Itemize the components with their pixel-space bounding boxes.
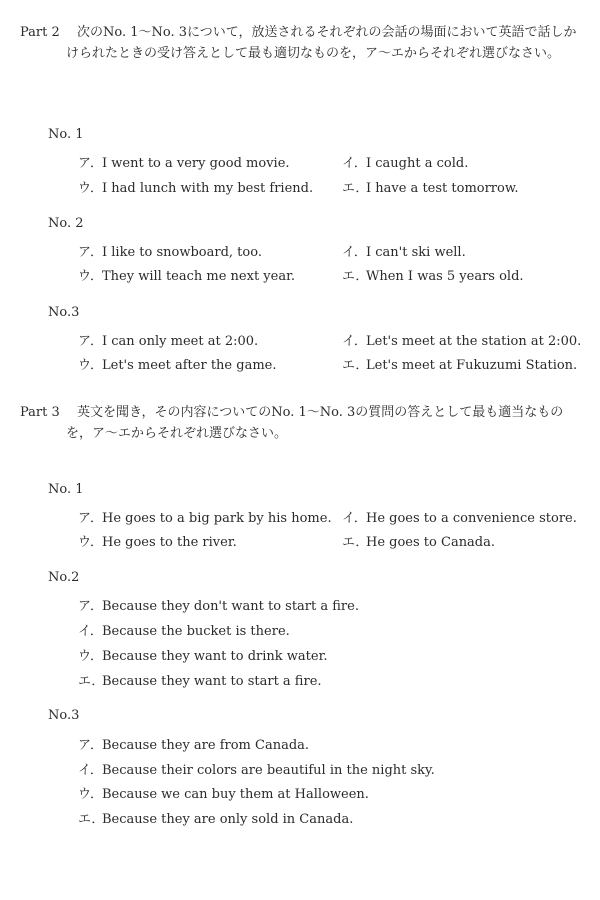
option-text: Because the bucket is there. (102, 624, 290, 639)
part2-q1-option-b[interactable] (342, 152, 468, 171)
part3-q2-option-d[interactable] (78, 670, 322, 689)
option-text: Let's meet at the station at 2:00. (366, 334, 582, 349)
part3-label: Part 3 (20, 405, 60, 420)
part2-instruction: 次のNo. 1～No. 3について，放送されるそれぞれの会話の場面において英語で話しかけられたときの受け答えとして最も適切なものを，ア～エからそれぞれ選びなさい。 (66, 25, 577, 61)
option-text: He goes to a convenience store. (366, 511, 577, 526)
part3-q3-number: No.3 (48, 708, 80, 723)
option-text: Because they don't want to start a fire. (102, 599, 359, 614)
option-text: Because they are only sold in Canada. (102, 812, 354, 827)
part3-q3-option-a[interactable] (78, 734, 309, 753)
part3-q3-option-b[interactable] (78, 759, 435, 778)
option-text: Because they want to start a fire. (102, 674, 322, 689)
option-mark: イ． (78, 763, 103, 778)
option-text: Because their colors are beautiful in the night sky. (102, 763, 435, 778)
option-mark: ウ． (78, 358, 103, 373)
part2-q3-option-c[interactable] (78, 354, 276, 373)
option-mark: イ． (342, 245, 367, 260)
part2-q1-option-c[interactable] (78, 177, 313, 196)
part2-q1-number: No. 1 (48, 127, 84, 142)
part2-header (20, 22, 585, 64)
part3-q1-option-c[interactable] (78, 531, 237, 550)
part3-q2-option-a[interactable] (78, 595, 359, 614)
option-mark: イ． (342, 156, 367, 171)
part2-q2-option-b[interactable] (342, 241, 466, 260)
part2-q2-option-a[interactable] (78, 241, 262, 260)
option-text: I have a test tomorrow. (366, 181, 519, 196)
part3-q2-number: No.2 (48, 570, 80, 585)
option-mark: ア． (78, 156, 103, 171)
part2-q1-option-d[interactable] (342, 177, 519, 196)
part3-q3-option-d[interactable] (78, 808, 353, 827)
option-mark: エ． (342, 269, 369, 284)
option-text: I went to a very good movie. (102, 156, 290, 171)
option-text: They will teach me next year. (102, 269, 296, 284)
part3-q1-option-d[interactable] (342, 531, 495, 550)
option-text: When I was 5 years old. (366, 269, 524, 284)
option-mark: イ． (342, 511, 367, 526)
option-mark: ウ． (78, 269, 103, 284)
part2-q2-option-c[interactable] (78, 265, 295, 284)
option-text: He goes to Canada. (366, 535, 496, 550)
option-text: Because we can buy them at Halloween. (102, 787, 369, 802)
option-mark: エ． (342, 535, 369, 550)
part2-q2-option-d[interactable] (342, 265, 524, 284)
part2-q2-number: No. 2 (48, 216, 84, 231)
option-mark: ア． (78, 245, 103, 260)
part3-q1-number: No. 1 (48, 482, 84, 497)
part3-header (20, 402, 585, 444)
part3-q3-option-c[interactable] (78, 783, 369, 802)
option-mark: エ． (342, 358, 369, 373)
option-mark: ア． (78, 599, 103, 614)
option-mark: ウ． (78, 787, 103, 802)
part3-q1-option-b[interactable] (342, 507, 577, 526)
part3-q2-option-c[interactable] (78, 645, 328, 664)
part2-q1-option-a[interactable] (78, 152, 290, 171)
option-text: Because they are from Canada. (102, 738, 310, 753)
option-text: I like to snowboard, too. (102, 245, 262, 260)
option-mark: エ． (78, 674, 105, 689)
option-mark: ウ． (78, 181, 103, 196)
option-text: I had lunch with my best friend. (102, 181, 314, 196)
part2-label: Part 2 (20, 25, 60, 40)
option-text: Because they want to drink water. (102, 649, 328, 664)
option-mark: エ． (78, 812, 105, 827)
option-text: Let's meet at Fukuzumi Station. (366, 358, 578, 373)
part3-instruction: 英文を聞き，その内容についてのNo. 1～No. 3の質問の答えとして最も適当なものを，ア～エからそれぞれ選びなさい。 (66, 405, 564, 441)
part3-q2-option-b[interactable] (78, 620, 290, 639)
option-mark: ウ． (78, 649, 103, 664)
part3-q1-option-a[interactable] (78, 507, 332, 526)
option-mark: ウ． (78, 535, 103, 550)
option-mark: ア． (78, 738, 103, 753)
option-mark: エ． (342, 181, 369, 196)
part2-q3-option-d[interactable] (342, 354, 577, 373)
option-text: He goes to a big park by his home. (102, 511, 332, 526)
option-text: I can't ski well. (366, 245, 466, 260)
option-mark: イ． (342, 334, 367, 349)
option-mark: イ． (78, 624, 103, 639)
option-text: I can only meet at 2:00. (102, 334, 259, 349)
option-text: He goes to the river. (102, 535, 237, 550)
option-text: I caught a cold. (366, 156, 469, 171)
option-mark: ア． (78, 334, 103, 349)
option-text: Let's meet after the game. (102, 358, 277, 373)
part2-q3-option-a[interactable] (78, 330, 258, 349)
part2-q3-number: No.3 (48, 305, 80, 320)
option-mark: ア． (78, 511, 103, 526)
part2-q3-option-b[interactable] (342, 330, 581, 349)
